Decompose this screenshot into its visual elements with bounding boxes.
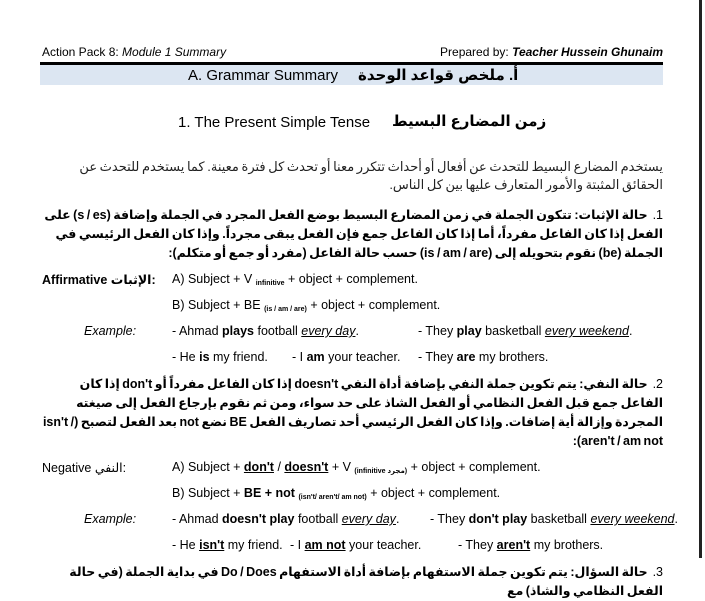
negative-rule-a	[172, 460, 541, 475]
text-segment: every weekend	[544, 324, 629, 338]
affirmative-rule-b-line	[0, 295, 705, 321]
label-en: Negative	[42, 461, 95, 475]
topic-title-en: 1. The Present Simple Tense	[178, 114, 371, 131]
example-sentence	[292, 350, 400, 364]
negative-label	[42, 460, 126, 475]
text-segment: + V	[328, 460, 355, 474]
text-segment: - He	[172, 538, 200, 552]
header-book: Action Pack 8:	[42, 45, 123, 59]
item-text: حالة النفي: يتم تكوين جملة النفي بإضافة أداة النفي doesn't إذا كان الفاعل مفرداً أو don't إذا كان الفاعل جمع قبل الفعل النظامي أو الفعل الشاذ على حد سواء، ومن ثم نقوم بإرجاع الفعل إلى صيغته المجردة وإزالة أية إضافات. وإذا كان الفعل الرئيسي أحد تصاريف الفعل BE نضع not بعد الفعل لتصبح (isn't / aren't / am not):	[42, 377, 663, 448]
item-text: حالة الإثبات: تتكون الجملة في زمن المضارع البسيط بوضع الفعل المجرد في الجملة وإضافة (s / es) على الفعل إذا كان الفاعل مفرداً، أما إذا كان الفاعل جمع فإن الفعل يبقى مجرداً. وإذا كان الفعل الرئيسي في الجملة (be) نقوم بتحويله إلى (is / am / are) حسب حالة الفاعل (مفرد أو جمع أو متكلم):	[44, 208, 663, 260]
text-segment: A) Subject +	[172, 460, 244, 474]
text-segment: /	[273, 460, 285, 474]
text-segment: are	[456, 350, 476, 364]
text-segment: .	[395, 512, 400, 526]
affirmative-rule-a	[172, 272, 418, 287]
content	[0, 158, 705, 601]
text-segment: football	[294, 512, 342, 526]
example-sentence	[172, 512, 399, 526]
item-text: حالة السؤال: يتم تكوين جملة الاستفهام بإضافة أداة الاستفهام Do / Does في بداية الجملة (في حالة الفعل النظامي والشاذ) مع	[69, 565, 663, 598]
text-segment: .	[674, 512, 678, 526]
header-author: Teacher Hussein Ghunaim	[512, 45, 663, 59]
label-ar: النفي	[94, 461, 123, 475]
example-sentence	[172, 324, 359, 338]
text-segment: - They	[418, 350, 457, 364]
text-segment: BE + not	[243, 486, 295, 500]
label-en: Affirmative	[42, 273, 111, 287]
example-sentence	[418, 350, 548, 364]
text-segment: your teacher.	[324, 350, 401, 364]
item-number: 3.	[652, 565, 663, 579]
text-segment: aren't	[496, 538, 531, 552]
text-segment: football	[254, 324, 302, 338]
item-affirmative	[36, 206, 663, 263]
text-segment: B) Subject +	[172, 486, 244, 500]
section-band	[40, 65, 663, 85]
text-segment: - They	[418, 324, 457, 338]
text-segment: - He	[172, 350, 200, 364]
text-segment: my friend.	[224, 538, 283, 552]
affirmative-rule-b	[172, 298, 440, 313]
text-segment: + object + complement.	[284, 272, 418, 286]
example-sentence	[172, 538, 283, 552]
topic-title-ar: زمن المضارع البسيط	[392, 113, 547, 130]
example-sentence	[290, 538, 421, 552]
negative-rule-a-line	[0, 457, 705, 483]
example-label: Example:	[84, 324, 137, 338]
text-segment: A) Subject + V	[172, 272, 256, 286]
text-segment: infinitive	[255, 280, 285, 287]
header-right	[440, 45, 663, 59]
text-segment: (infinitive مجرد)	[354, 468, 408, 475]
text-segment: my friend.	[209, 350, 268, 364]
affirmative-example-line-2	[0, 347, 705, 373]
affirmative-rule-a-line	[0, 269, 705, 295]
negative-example-line-1	[0, 509, 705, 535]
negative-rule-b	[172, 486, 500, 501]
label-ar: الإثبات	[110, 273, 152, 287]
text-segment: - I	[290, 538, 305, 552]
text-segment: doesn't play	[222, 512, 295, 526]
example-label: Example:	[84, 512, 137, 526]
text-segment: + object + complement.	[306, 298, 441, 312]
negative-example-line-2	[0, 535, 705, 561]
example-sentence	[172, 350, 268, 364]
text-segment: - Ahmad	[172, 324, 223, 338]
negative-rule-b-line	[0, 483, 705, 509]
text-segment: + object + complement.	[407, 460, 541, 474]
header-prepared-label: Prepared by:	[440, 45, 513, 59]
label-colon: :	[151, 273, 156, 287]
text-segment: your teacher.	[345, 538, 422, 552]
label-colon: :	[122, 461, 127, 475]
text-segment: basketball	[527, 512, 591, 526]
text-segment: (is / am / are)	[264, 306, 307, 313]
text-segment: - They	[430, 512, 469, 526]
text-segment: basketball	[481, 324, 545, 338]
text-segment: every day	[301, 324, 356, 338]
section-title-ar: أ. ملخص قواعد الوحدة	[358, 67, 519, 84]
text-segment: + object + complement.	[366, 486, 501, 500]
example-sentence	[458, 538, 603, 552]
text-segment: - They	[458, 538, 497, 552]
text-segment: plays	[222, 324, 254, 338]
text-segment: - I	[292, 350, 307, 364]
text-segment: am not	[304, 538, 346, 552]
text-segment: B) Subject + BE	[172, 298, 265, 312]
item-question	[36, 563, 663, 601]
text-segment: my brothers.	[530, 538, 604, 552]
text-segment: my brothers.	[475, 350, 549, 364]
text-segment: am	[306, 350, 325, 364]
intro-paragraph: يستخدم المضارع البسيط للتحدث عن أفعال أو أحداث تتكرر معنا أو تحدث كل فترة معينة. كما يستخدم للتحدث عن الحقائق المثبتة والأمور المتعارف عليها بين كل الناس.	[79, 159, 663, 192]
text-segment: don't	[243, 460, 274, 474]
text-segment: play	[456, 324, 482, 338]
header-left	[42, 45, 226, 59]
text-segment: every day	[341, 512, 396, 526]
affirmative-label	[42, 272, 156, 287]
text-segment: .	[355, 324, 359, 338]
text-segment: - Ahmad	[172, 512, 223, 526]
text-segment: doesn't	[284, 460, 329, 474]
text-segment: don't play	[468, 512, 528, 526]
text-segment: .	[629, 324, 633, 338]
affirmative-example-line-1	[0, 321, 705, 347]
section-title-en: A. Grammar Summary	[188, 67, 339, 84]
text-segment: every weekend	[590, 512, 675, 526]
header-module: Module 1 Summary	[122, 45, 227, 59]
item-number: 2.	[652, 377, 663, 391]
item-negative	[36, 375, 663, 451]
text-segment: isn't	[199, 538, 225, 552]
example-sentence	[430, 512, 678, 526]
item-number: 1.	[652, 208, 663, 222]
example-sentence	[418, 324, 632, 338]
text-segment: is	[199, 350, 210, 364]
text-segment: (isn't/ aren't/ am not)	[298, 494, 367, 501]
